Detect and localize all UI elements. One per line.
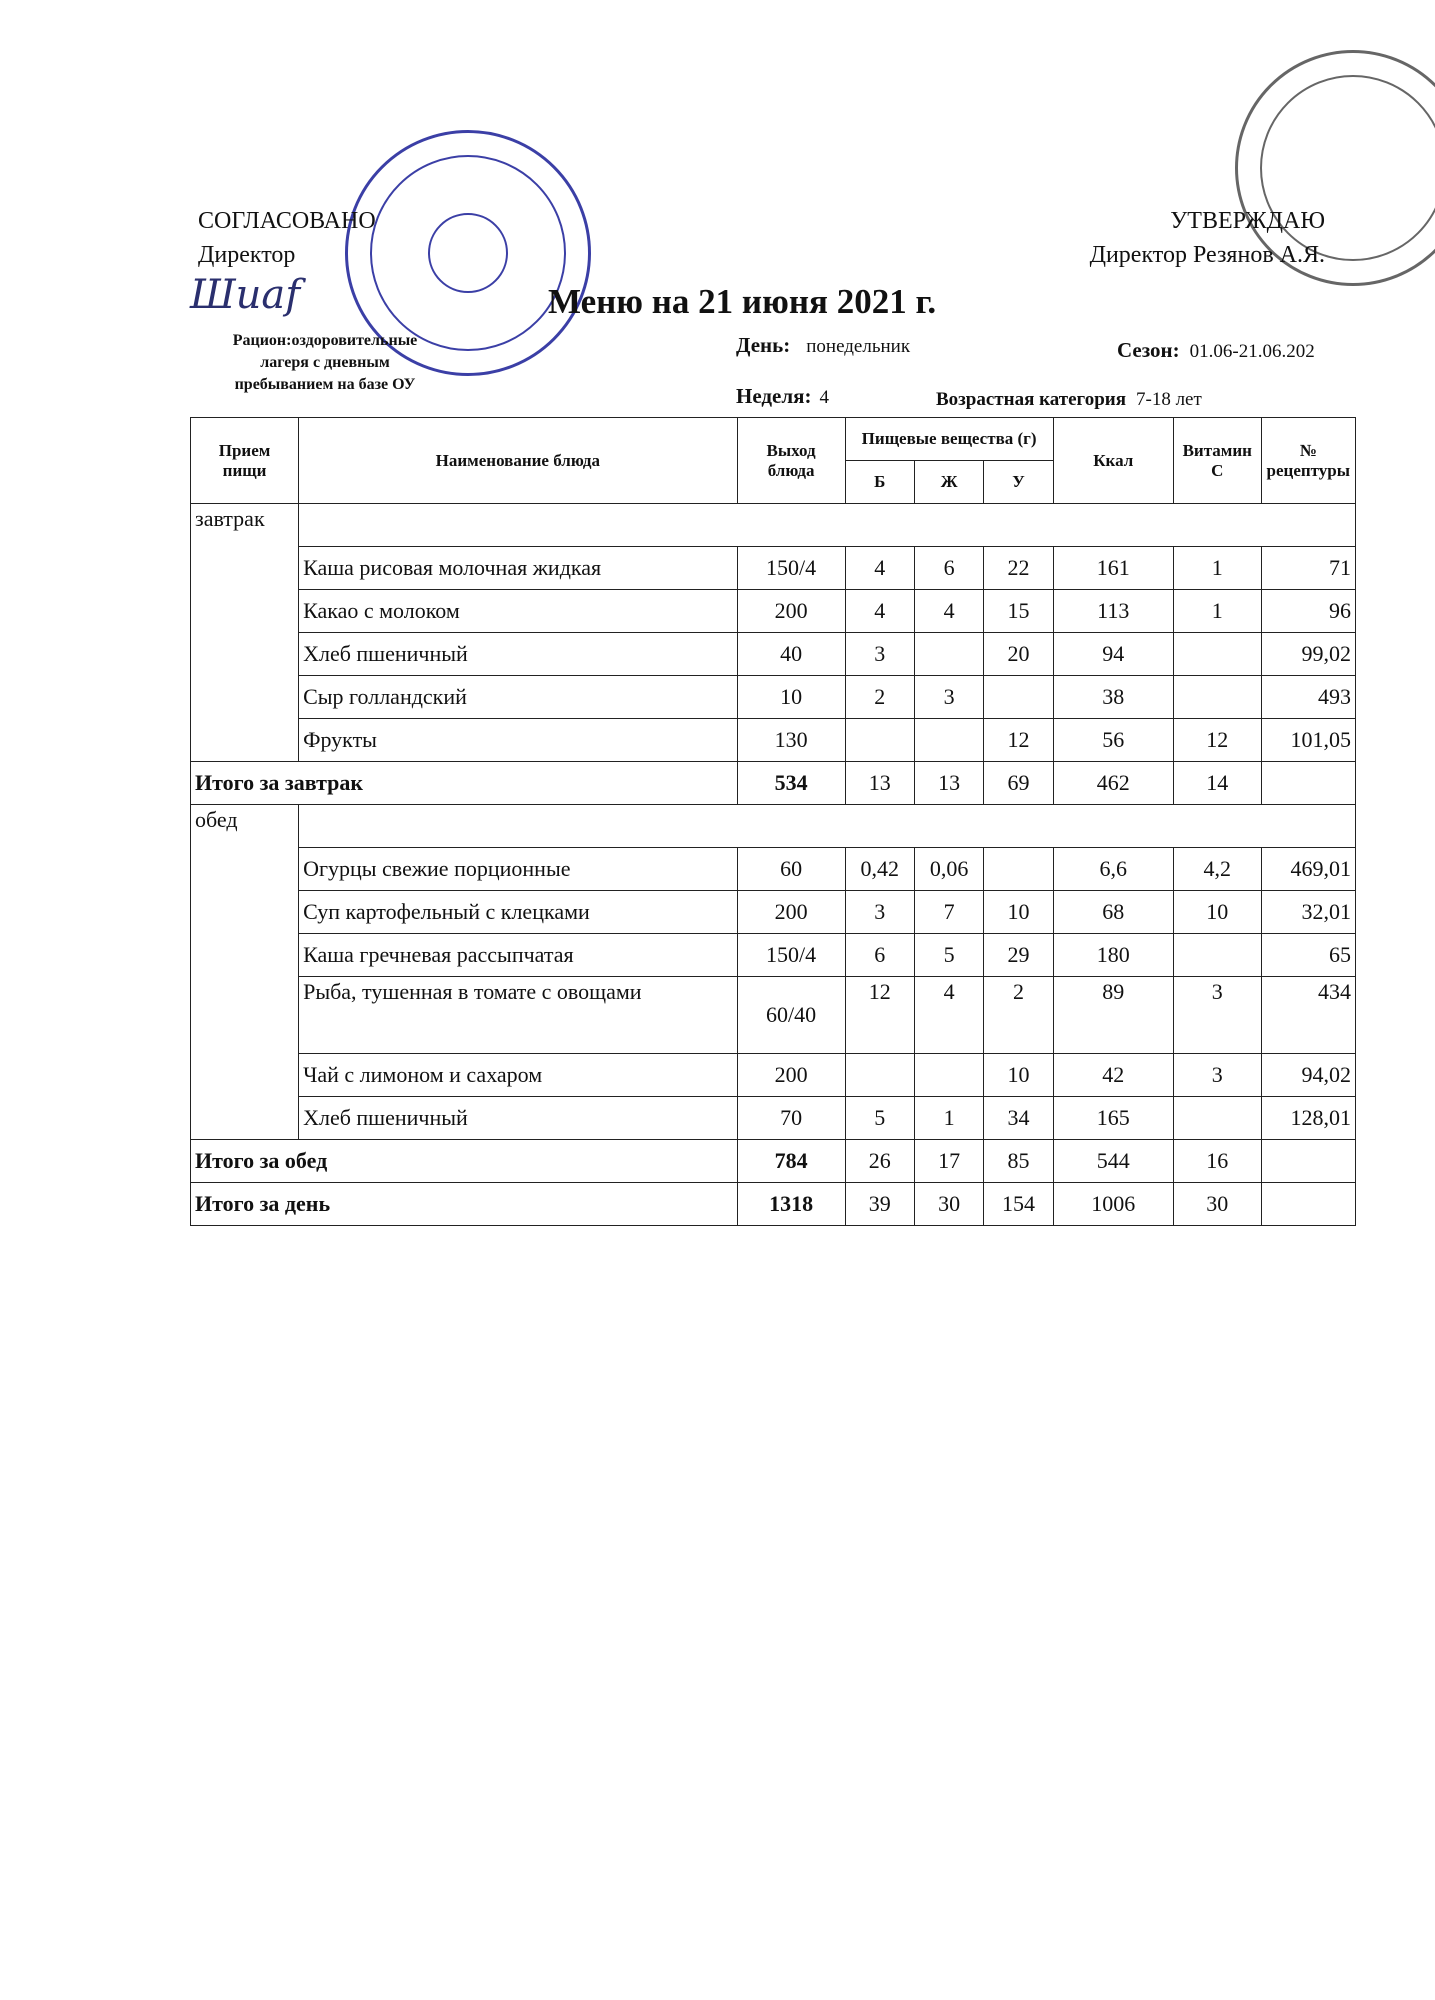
total-fat: 17	[914, 1140, 983, 1183]
recipe-cell: 99,02	[1261, 633, 1355, 676]
kcal-cell: 89	[1053, 977, 1173, 1054]
kcal-cell: 6,6	[1053, 848, 1173, 891]
recipe-cell: 434	[1261, 977, 1355, 1054]
vitamin-c-cell: 1	[1173, 547, 1261, 590]
header-carbs: У	[984, 461, 1053, 504]
table-row	[191, 676, 1356, 719]
carbs-cell: 12	[984, 719, 1053, 762]
total-vitamin-c: 14	[1173, 762, 1261, 805]
fat-cell: 4	[914, 590, 983, 633]
week-value: 4	[819, 387, 829, 408]
season-label: Сезон:	[1117, 338, 1180, 362]
dish-name: Каша рисовая молочная жидкая	[299, 547, 737, 590]
carbs-cell: 20	[984, 633, 1053, 676]
agreed-role: Директор	[198, 242, 296, 268]
protein-cell: 12	[845, 977, 914, 1054]
protein-cell: 4	[845, 590, 914, 633]
protein-cell: 6	[845, 934, 914, 977]
ration-line-1: Рацион:оздоровительные	[232, 332, 418, 349]
vitamin-c-cell	[1173, 1097, 1261, 1140]
carbs-cell: 29	[984, 934, 1053, 977]
fat-cell: 7	[914, 891, 983, 934]
protein-cell: 3	[845, 633, 914, 676]
table-row	[191, 977, 1356, 1054]
age-field	[936, 389, 1202, 411]
dish-yield: 200	[737, 1054, 845, 1097]
table-row	[191, 934, 1356, 977]
total-protein: 26	[845, 1140, 914, 1183]
age-label: Возрастная категория	[936, 389, 1126, 410]
total-fat: 13	[914, 762, 983, 805]
dish-name: Огурцы свежие порционные	[299, 848, 737, 891]
total-recipe	[1261, 762, 1355, 805]
total-protein: 13	[845, 762, 914, 805]
header-fat: Ж	[914, 461, 983, 504]
kcal-cell: 94	[1053, 633, 1173, 676]
dish-yield: 60	[737, 848, 845, 891]
table-row	[191, 633, 1356, 676]
dish-yield: 40	[737, 633, 845, 676]
table-row	[191, 848, 1356, 891]
protein-cell: 5	[845, 1097, 914, 1140]
fat-cell	[914, 633, 983, 676]
vitamin-c-cell: 3	[1173, 977, 1261, 1054]
approved-role: Директор Резянов А.Я.	[1089, 242, 1325, 268]
dish-yield: 130	[737, 719, 845, 762]
age-value: 7-18 лет	[1136, 389, 1202, 410]
table-row	[191, 1054, 1356, 1097]
protein-cell	[845, 719, 914, 762]
round-seal-left-center	[428, 213, 508, 293]
table-row	[191, 891, 1356, 934]
total-row-lunch	[191, 1140, 1356, 1183]
approved-block	[1090, 204, 1325, 272]
carbs-cell: 10	[984, 1054, 1053, 1097]
dish-yield: 150/4	[737, 547, 845, 590]
recipe-cell: 71	[1261, 547, 1355, 590]
kcal-cell: 180	[1053, 934, 1173, 977]
total-kcal: 462	[1053, 762, 1173, 805]
kcal-cell: 68	[1053, 891, 1173, 934]
total-yield: 534	[737, 762, 845, 805]
protein-cell: 2	[845, 676, 914, 719]
approved-label: УТВЕРЖДАЮ	[1170, 208, 1325, 234]
recipe-cell: 32,01	[1261, 891, 1355, 934]
fat-cell	[914, 1054, 983, 1097]
kcal-cell: 56	[1053, 719, 1173, 762]
total-recipe	[1261, 1183, 1355, 1226]
dish-yield: 200	[737, 891, 845, 934]
recipe-cell: 128,01	[1261, 1097, 1355, 1140]
recipe-cell: 94,02	[1261, 1054, 1355, 1097]
week-field	[736, 384, 829, 409]
kcal-cell: 42	[1053, 1054, 1173, 1097]
day-field	[736, 333, 910, 358]
dish-name: Хлеб пшеничный	[299, 633, 737, 676]
ration-line-2: лагеря с дневным	[260, 354, 390, 371]
vitamin-c-cell	[1173, 633, 1261, 676]
section-spacer	[299, 805, 1356, 848]
total-yield: 784	[737, 1140, 845, 1183]
total-carbs: 85	[984, 1140, 1053, 1183]
carbs-cell	[984, 676, 1053, 719]
total-fat: 30	[914, 1183, 983, 1226]
vitamin-c-cell	[1173, 934, 1261, 977]
header-recipe: № рецептуры	[1261, 418, 1355, 504]
dish-name: Сыр голландский	[299, 676, 737, 719]
fat-cell: 1	[914, 1097, 983, 1140]
meal-lunch: обед	[191, 805, 299, 1140]
week-label: Неделя:	[736, 384, 812, 408]
total-kcal: 1006	[1053, 1183, 1173, 1226]
protein-cell	[845, 1054, 914, 1097]
total-recipe	[1261, 1140, 1355, 1183]
dish-yield: 150/4	[737, 934, 845, 977]
dish-name: Суп картофельный с клецками	[299, 891, 737, 934]
header-yield: Выход блюда	[737, 418, 845, 504]
header-protein: Б	[845, 461, 914, 504]
total-kcal: 544	[1053, 1140, 1173, 1183]
recipe-cell: 101,05	[1261, 719, 1355, 762]
carbs-cell: 15	[984, 590, 1053, 633]
table-row	[191, 1097, 1356, 1140]
kcal-cell: 113	[1053, 590, 1173, 633]
recipe-cell: 65	[1261, 934, 1355, 977]
carbs-cell: 10	[984, 891, 1053, 934]
carbs-cell: 34	[984, 1097, 1053, 1140]
fat-cell: 0,06	[914, 848, 983, 891]
kcal-cell: 38	[1053, 676, 1173, 719]
dish-name: Какао с молоком	[299, 590, 737, 633]
day-value: понедельник	[806, 336, 911, 357]
total-vitamin-c: 30	[1173, 1183, 1261, 1226]
total-vitamin-c: 16	[1173, 1140, 1261, 1183]
header-meal: Прием пищи	[191, 418, 299, 504]
meal-breakfast: завтрак	[191, 504, 299, 762]
recipe-cell: 469,01	[1261, 848, 1355, 891]
total-label: Итого за день	[191, 1183, 738, 1226]
total-row-breakfast	[191, 762, 1356, 805]
page-title: Меню на 21 июня 2021 г.	[548, 282, 937, 321]
vitamin-c-cell: 1	[1173, 590, 1261, 633]
total-carbs: 154	[984, 1183, 1053, 1226]
vitamin-c-cell: 3	[1173, 1054, 1261, 1097]
season-value: 01.06-21.06.202	[1189, 341, 1315, 362]
fat-cell: 6	[914, 547, 983, 590]
fat-cell	[914, 719, 983, 762]
dish-name: Чай с лимоном и сахаром	[299, 1054, 737, 1097]
total-label: Итого за завтрак	[191, 762, 738, 805]
dish-name: Рыба, тушенная в томате с овощами	[299, 977, 737, 1054]
carbs-cell: 22	[984, 547, 1053, 590]
recipe-cell: 493	[1261, 676, 1355, 719]
fat-cell: 4	[914, 977, 983, 1054]
total-row-day	[191, 1183, 1356, 1226]
day-label: День:	[736, 333, 791, 357]
agreed-block	[198, 204, 376, 272]
total-protein: 39	[845, 1183, 914, 1226]
table-row	[191, 547, 1356, 590]
total-carbs: 69	[984, 762, 1053, 805]
dish-yield: 70	[737, 1097, 845, 1140]
kcal-cell: 165	[1053, 1097, 1173, 1140]
protein-cell: 0,42	[845, 848, 914, 891]
ration-block	[190, 330, 460, 396]
dish-name: Хлеб пшеничный	[299, 1097, 737, 1140]
carbs-cell: 2	[984, 977, 1053, 1054]
table-row	[191, 590, 1356, 633]
recipe-cell: 96	[1261, 590, 1355, 633]
dish-yield: 200	[737, 590, 845, 633]
dish-name: Каша гречневая рассыпчатая	[299, 934, 737, 977]
vitamin-c-cell: 10	[1173, 891, 1261, 934]
vitamin-c-cell: 12	[1173, 719, 1261, 762]
header-vitamin-c: Витамин С	[1173, 418, 1261, 504]
handwritten-signature: Шиаf	[190, 272, 301, 318]
protein-cell: 4	[845, 547, 914, 590]
agreed-label: СОГЛАСОВАНО	[198, 208, 376, 234]
kcal-cell: 161	[1053, 547, 1173, 590]
dish-yield: 60/40	[737, 977, 845, 1054]
dish-yield: 10	[737, 676, 845, 719]
header-nutrients: Пищевые вещества (г)	[845, 418, 1053, 461]
dish-name: Фрукты	[299, 719, 737, 762]
fat-cell: 3	[914, 676, 983, 719]
header-dish: Наименование блюда	[299, 418, 737, 504]
header-kcal: Ккал	[1053, 418, 1173, 504]
protein-cell: 3	[845, 891, 914, 934]
section-spacer	[299, 504, 1356, 547]
ration-line-3: пребыванием на базе ОУ	[234, 376, 416, 393]
fat-cell: 5	[914, 934, 983, 977]
menu-table	[190, 417, 1356, 1226]
vitamin-c-cell	[1173, 676, 1261, 719]
vitamin-c-cell: 4,2	[1173, 848, 1261, 891]
total-yield: 1318	[737, 1183, 845, 1226]
season-field	[1117, 338, 1315, 363]
carbs-cell	[984, 848, 1053, 891]
table-row	[191, 719, 1356, 762]
total-label: Итого за обед	[191, 1140, 738, 1183]
